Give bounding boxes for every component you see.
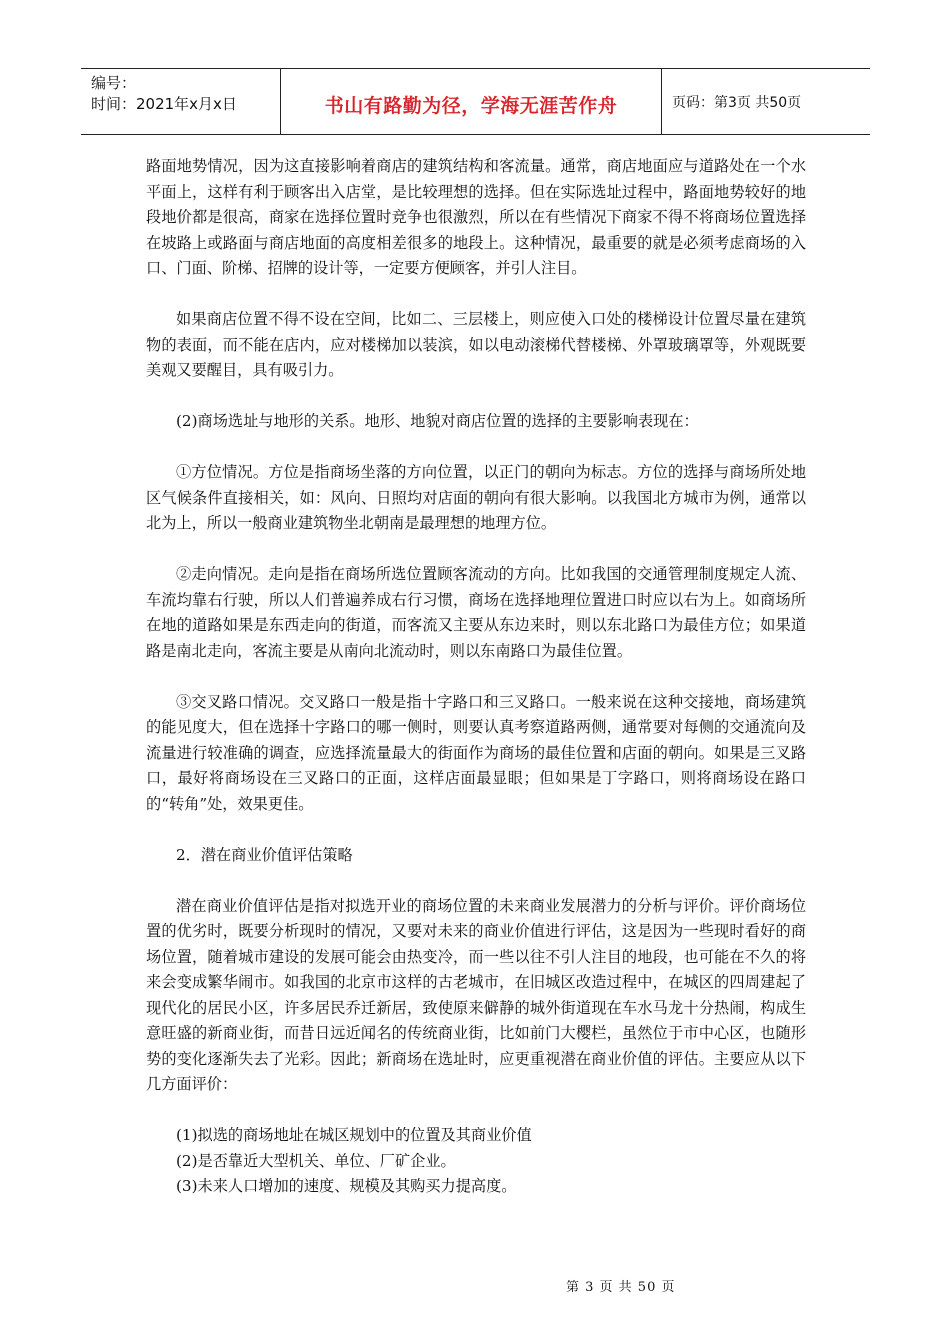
page-header (81, 68, 870, 135)
section-heading: 2．潜在商业价值评估策略 (176, 845, 353, 864)
page-footer: 第 3 页 共 50 页 (566, 1280, 676, 1295)
paragraph: 路面地势情况，因为这直接影响着商店的建筑结构和客流量。通常，商店地面应与道路处在一个水平面上，这样有利于顾客出入店堂，是比较理想的选择。但在实际选址过程中，路面地势较好的地段地价都是很高，商家在选择位置时竞争也很激烈，所以在有些情况下商家不得不将商场位置选择在坡路上或路面与商店地面的高度相差很多的地段上。这种情况，最重要的就是必须考虑商场的入口、门面、阶梯、招牌的设计等，一定要方便顾客，并引人注目。 (146, 157, 806, 277)
list-item: (2)是否靠近大型机关、单位、厂矿企业。 (176, 1151, 456, 1170)
document-body (146, 154, 806, 1200)
paragraph: 如果商店位置不得不设在空间，比如二、三层楼上，则应使入口处的楼梯设计位置尽量在建筑物的表面，而不能在店内，应对楼梯加以装滨，如以电动滚梯代替楼梯、外罩玻璃罩等，外观既要美观又要醒目，具有吸引力。 (146, 310, 806, 379)
paragraph: ③交叉路口情况。交叉路口一般是指十字路口和三叉路口。一般来说在这种交接地，商场建筑的能见度大，但在选择十字路口的哪一侧时，则要认真考察道路两侧，通常要对每侧的交通流向及流量进行较准确的调查，应选择流量最大的街面作为商场的最佳位置和店面的朝向。如果是三叉路口，最好将商场设在三叉路口的正面，这样店面最显眼；但如果是丁字路口，则将商场设在路口的“转角”处，效果更佳。 (146, 692, 806, 813)
header-meta (81, 69, 281, 134)
header-motto: 书山有路勤为径，学海无涯苦作舟 (281, 69, 662, 134)
paragraph: 潜在商业价值评估是指对拟选开业的商场位置的未来商业发展潜力的分析与评价。评价商场位置的优劣时，既要分析现时的情况，又要对未来的商业价值进行评估，这是因为一些现时看好的商场位置，随着城市建设的发展可能会由热变冷，而一些以往不引人注目的地段，也可能在不久的将来会变成繁华闹市。如我国的北京市这样的古老城市，在旧城区改造过程中，在城区的四周建起了现代化的居民小区，许多居民乔迁新居，致使原来僻静的城外街道现在车水马龙十分热闹，构成生意旺盛的新商业街，而昔日远近闻名的传统商业街，比如前门大樱栏，虽然位于市中心区，也随形势的变化逐渐失去了光彩。因此；新商场在选址时，应更重视潜在商业价值的评估。主要应从以下几方面评价： (146, 896, 806, 1093)
list-item: (3)未来人口增加的速度、规模及其购买力提高度。 (176, 1177, 517, 1195)
paragraph: (2)商场选址与地形的关系。地形、地貌对商店位置的选择的主要影响表现在： (176, 412, 699, 430)
list-item: (1)拟选的商场地址在城区规划中的位置及其商业价值 (176, 1126, 532, 1144)
header-page-info: 页码：第3页 共50页 (672, 94, 802, 111)
code-label: 编号： (91, 74, 137, 92)
paragraph: ①方位情况。方位是指商场坐落的方向位置，以正门的朝向为标志。方位的选择与商场所处地区气候条件直接相关，如：风向、日照均对店面的朝向有很大影响。以我国北方城市为例，通常以北为上，所以一般商业建筑物坐北朝南是最理想的地理方位。 (146, 463, 806, 532)
paragraph: ②走向情况。走向是指在商场所选位置顾客流动的方向。比如我国的交通管理制度规定人流、车流均靠右行驶，所以人们普遍养成右行习惯，商场在选择地理位置进口时应以右为上。如商场所在地的道路如果是东西走向的街道，而客流又主要从东边来时，则以东北路口为最佳方位；如果道路是南北走向，客流主要是从南向北流动时，则以东南路口为最佳位置。 (146, 565, 806, 660)
date-label: 时间：2021年x月x日 (91, 95, 237, 113)
